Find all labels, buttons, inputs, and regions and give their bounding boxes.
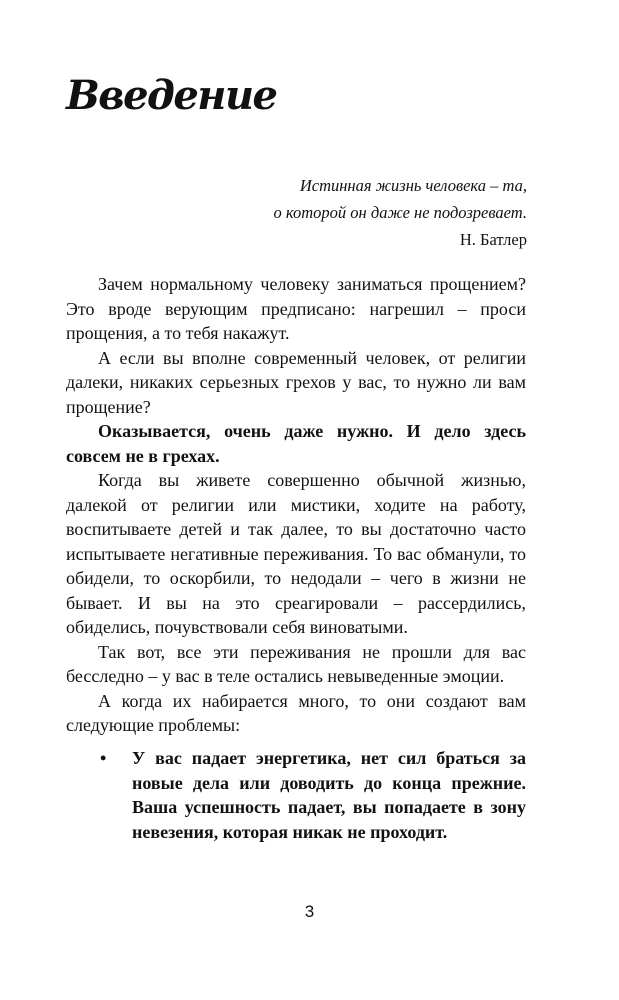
- paragraph-bold: Оказывается, очень даже нужно. И дело здесь совсем не в грехах.: [66, 421, 526, 466]
- paragraph: Так вот, все эти переживания не прошли для вас бесследно – у вас в теле остались невыведенные эмоции.: [66, 641, 526, 686]
- paragraph: Зачем нормальному человеку заниматься прощением? Это вроде верующим предписано: нагрешил – проси прощения, а то тебя накажут.: [66, 274, 526, 343]
- epigraph-line: Истинная жизнь человека – та,: [299, 176, 527, 195]
- epigraph: [274, 172, 527, 253]
- paragraph: Когда вы живете совершенно обычной жизнью, далекой от религии или мистики, ходите на работу, воспитываете детей и так далее, то вы достаточно часто испытываете негативные переживания. То вас обманули, то обидели, то оскорбили, то недодали – чего в жизни не бывает. И вы на это среагировали – рассердились, обиделись, почувствовали себя виноватыми.: [66, 470, 526, 637]
- bullet-item: У вас падает энергетика, нет сил браться за новые дела или доводить до конца прежние. Ваша успешность падает, вы попадаете в зону невезения, которая никак не проходит.: [132, 748, 526, 842]
- bullet-marker: •: [100, 748, 107, 768]
- chapter-title: Введение: [66, 72, 277, 119]
- bullet-list: [100, 746, 526, 844]
- epigraph-line: о которой он даже не подозревает.: [273, 203, 527, 222]
- epigraph-author: Н. Батлер: [459, 230, 527, 249]
- body-text: [66, 272, 526, 738]
- page-number: 3: [304, 902, 315, 921]
- paragraph: А когда их набирается много, то они создают вам следующие проблемы:: [66, 690, 526, 735]
- paragraph: А если вы вполне современный человек, от религии далеки, никаких серьезных грехов у вас, то нужно ли вам прощение?: [66, 347, 526, 417]
